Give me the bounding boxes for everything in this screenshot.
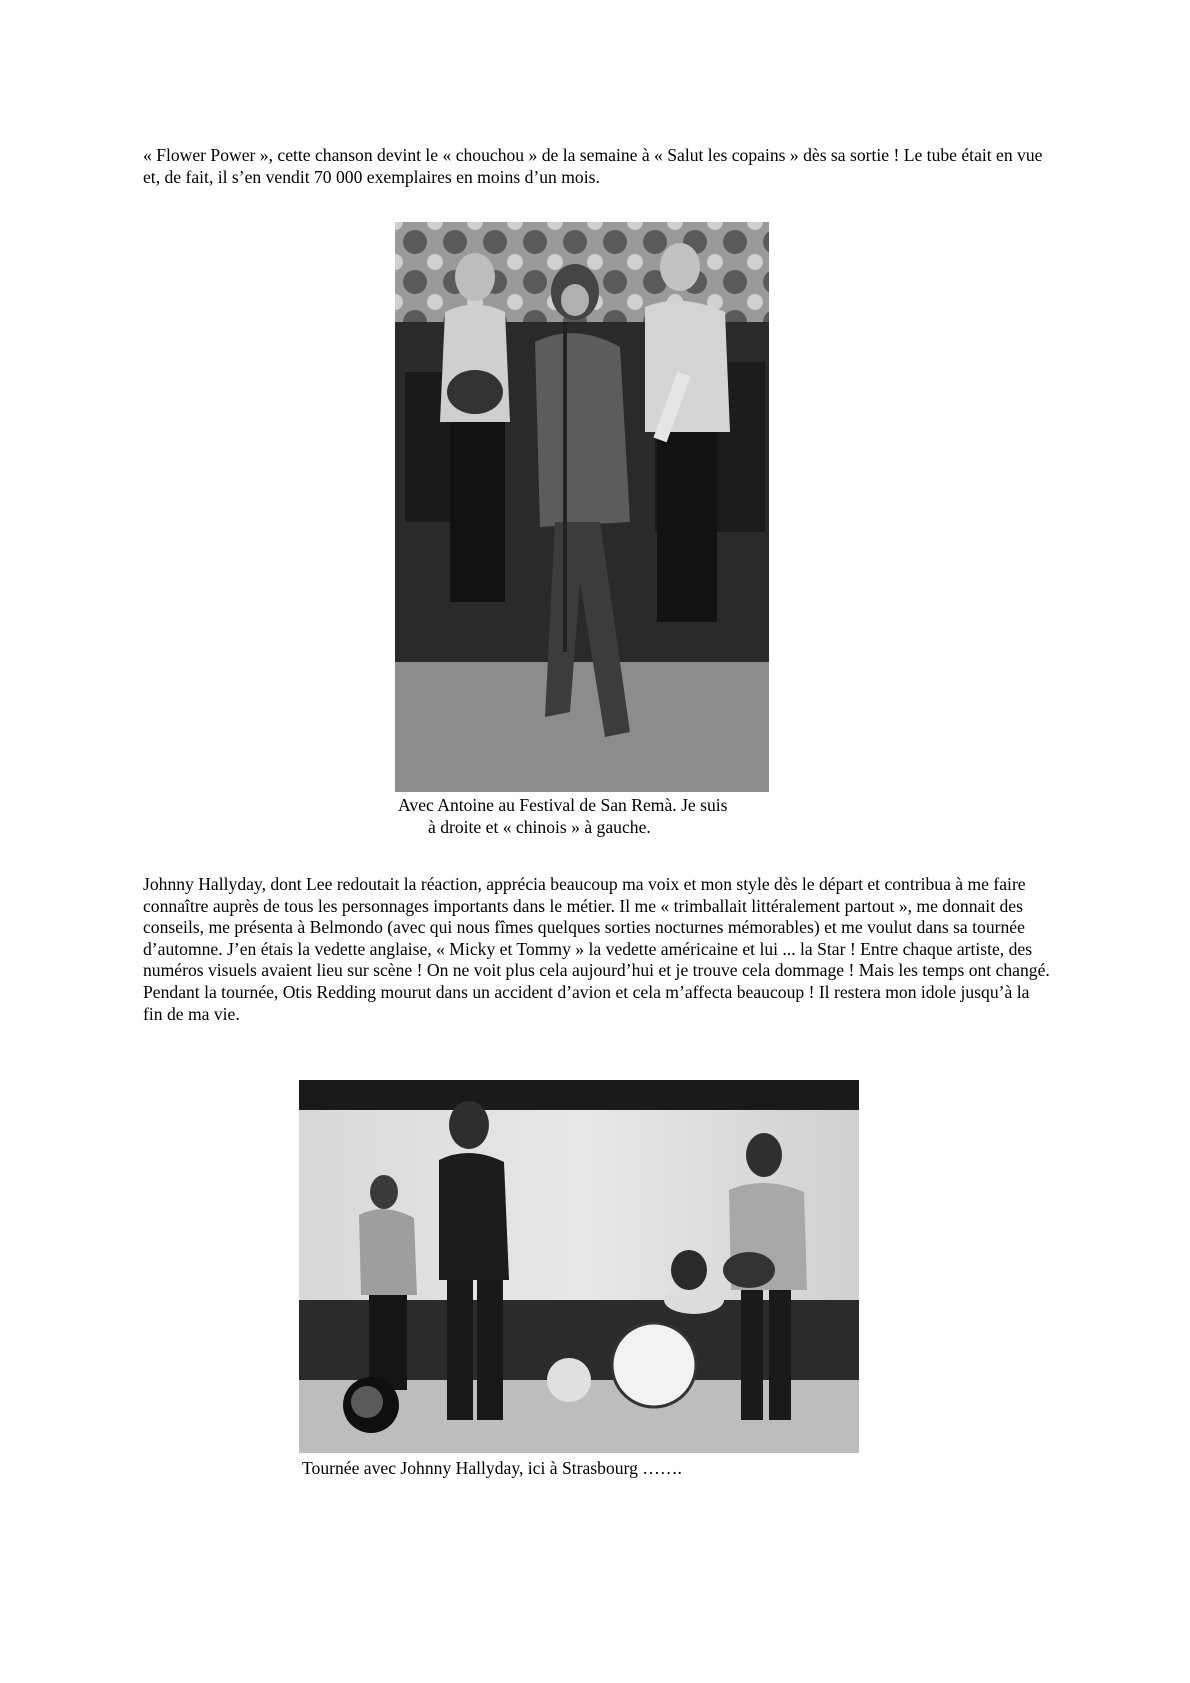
strasbourg-tour-photo [299, 1080, 859, 1453]
san-remo-band-photo [395, 222, 769, 792]
intro-paragraph: « Flower Power », cette chanson devint le « chouchou » de la semaine à « Salut les copains » dès sa sortie ! Le tube était en vue et, de fait, il s’en vendit 70 000 exemplaires en moins d’un mois. [143, 145, 1043, 187]
photo1-caption-line1: Avec Antoine au Festival de San Remà. Je suis [398, 795, 728, 815]
johnny-hallyday-paragraph: Johnny Hallyday, dont Lee redoutait la réaction, apprécia beaucoup ma voix et mon style dès le départ et contribua à me faire connaître auprès de tous les personnages importants dans le métier. Il me « trimballait littéralement partout », me donnait des conseils, me présenta à Belmondo (avec qui nous fîmes quelques sorties nocturnes mémorables) et me voulut dans sa tournée d’automne. J’en étais la vedette anglaise, « Micky et Tommy » la vedette américaine et lui ... la Star ! Entre chaque artiste, des numéros visuels avaient lieu sur scène ! On ne voit plus cela aujourd’hui et je trouve cela dommage ! Mais les temps ont changé. Pendant la tournée, Otis Redding mourut dans un accident d’avion et cela m’affecta beaucoup ! Il restera mon idole jusqu’à la fin de ma vie. [143, 874, 1050, 1024]
photo1-caption-line2: à droite et « chinois » à gauche. [428, 816, 651, 837]
photo1-caption [398, 795, 818, 838]
photo2-caption: Tournée avec Johnny Hallyday, ici à Strasbourg ……. [302, 1458, 682, 1478]
